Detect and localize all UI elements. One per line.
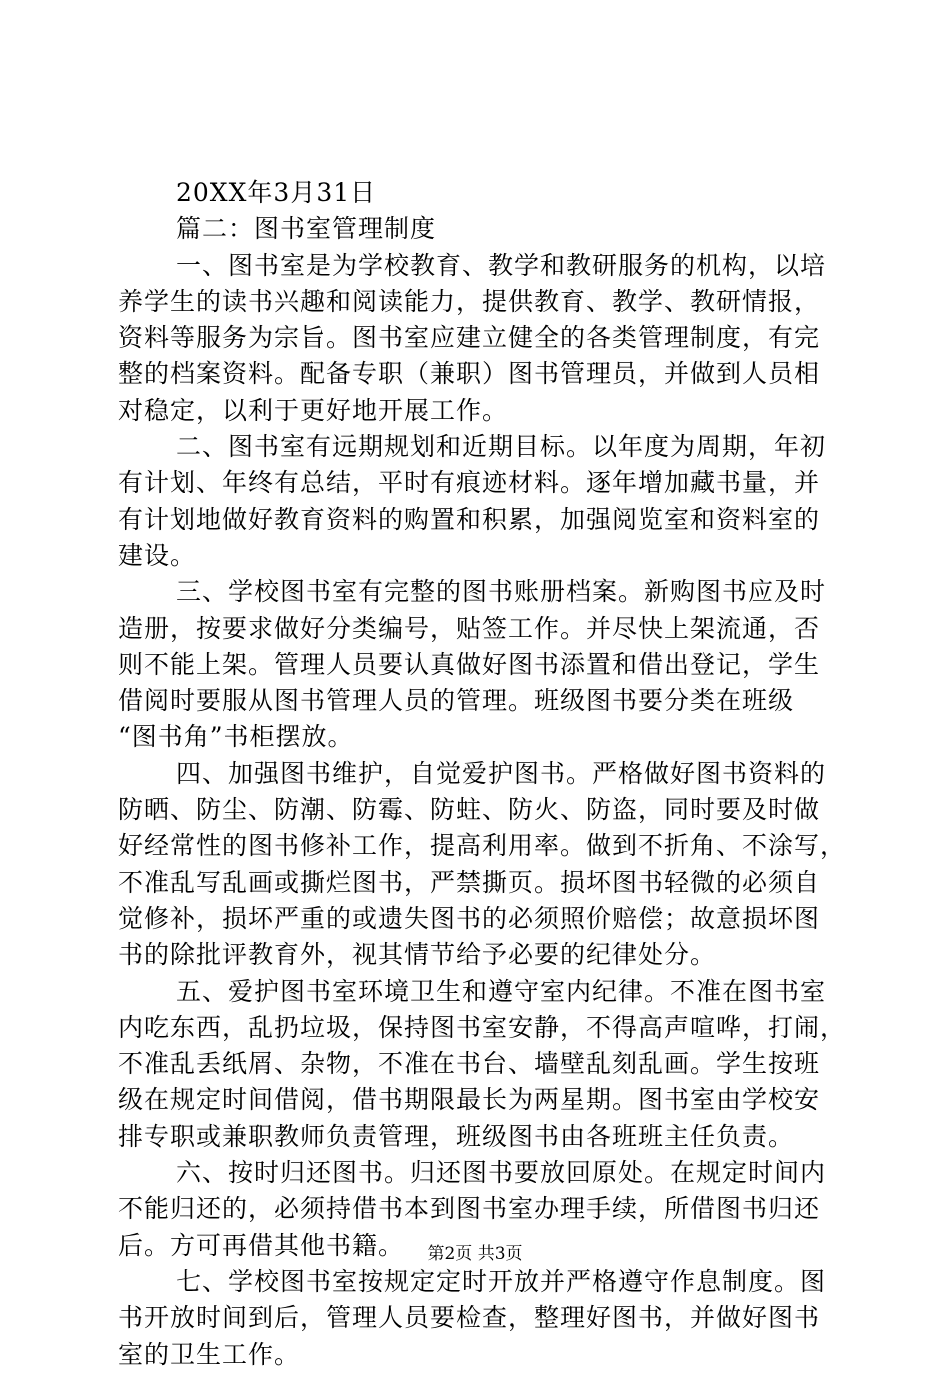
page-number-label: 第2页 共3页	[427, 1244, 523, 1264]
text-line: 好经常性的图书修补工作，提高利用率。做到不折角、不涂写，	[118, 831, 847, 861]
date-line: 20XX年3月31日	[176, 178, 377, 207]
text-line: 内吃东西，乱扔垃圾，保持图书室安静，不得高声喧哗，打闹，	[118, 1012, 847, 1042]
text-line: 有计划、年终有总结，平时有痕迹材料。逐年增加藏书量，并	[118, 468, 821, 498]
text-line: 资料等服务为宗旨。图书室应建立健全的各类管理制度，有完	[118, 323, 821, 353]
text-line: 后。方可再借其他书籍。	[118, 1230, 405, 1260]
text-line: 不准乱丢纸屑、杂物，不准在书台、墙壁乱刻乱画。学生按班	[118, 1049, 821, 1079]
text-line: 室的卫生工作。	[118, 1339, 301, 1369]
text-line: 养学生的读书兴趣和阅读能力，提供教育、教学、教研情报，	[118, 286, 821, 316]
text-line: 五、爱护图书室环境卫生和遵守室内纪律。不准在图书室	[176, 976, 827, 1006]
text-line: 二、图书室有远期规划和近期目标。以年度为周期，年初	[176, 432, 827, 462]
text-line: 排专职或兼职教师负责管理，班级图书由各班班主任负责。	[118, 1121, 795, 1151]
text-line: 整的档案资料。配备专职（兼职）图书管理员，并做到人员相	[118, 359, 821, 389]
text-line: 不能归还的，必须持借书本到图书室办理手续，所借图书归还	[118, 1194, 821, 1224]
text-line: 书的除批评教育外，视其情节给予必要的纪律处分。	[118, 940, 717, 970]
text-line: 级在规定时间借阅，借书期限最长为两星期。图书室由学校安	[118, 1085, 821, 1115]
text-line: 书开放时间到后，管理人员要检查，整理好图书，并做好图书	[118, 1303, 821, 1333]
text-line: 建设。	[118, 540, 197, 570]
text-line: “图书角”书柜摆放。	[118, 722, 354, 752]
text-line: 六、按时归还图书。归还图书要放回原处。在规定时间内	[176, 1158, 827, 1188]
text-line: 一、图书室是为学校教育、教学和教研服务的机构，以培	[176, 250, 827, 280]
text-line: 对稳定，以利于更好地开展工作。	[118, 395, 509, 425]
text-line: 造册，按要求做好分类编号，贴签工作。并尽快上架流通，否	[118, 613, 821, 643]
text-line: 三、学校图书室有完整的图书账册档案。新购图书应及时	[176, 577, 827, 607]
document-body	[118, 175, 847, 1373]
text-line: 觉修补，损坏严重的或遗失图书的必须照价赔偿；故意损坏图	[118, 903, 821, 933]
section-title: 篇二：图书室管理制度	[176, 214, 437, 244]
page-footer	[0, 1242, 950, 1266]
text-line: 有计划地做好教育资料的购置和积累，加强阅览室和资料室的	[118, 504, 821, 534]
text-line: 防晒、防尘、防潮、防霉、防蛀、防火、防盗，同时要及时做	[118, 795, 821, 825]
text-line: 借阅时要服从图书管理人员的管理。班级图书要分类在班级	[118, 686, 795, 716]
text-line: 四、加强图书维护，自觉爱护图书。严格做好图书资料的	[176, 758, 827, 788]
text-line: 不准乱写乱画或撕烂图书，严禁撕页。损坏图书轻微的必须自	[118, 867, 821, 897]
text-line: 则不能上架。管理人员要认真做好图书添置和借出登记，学生	[118, 649, 821, 679]
text-line: 七、学校图书室按规定定时开放并严格遵守作息制度。图	[176, 1266, 827, 1296]
